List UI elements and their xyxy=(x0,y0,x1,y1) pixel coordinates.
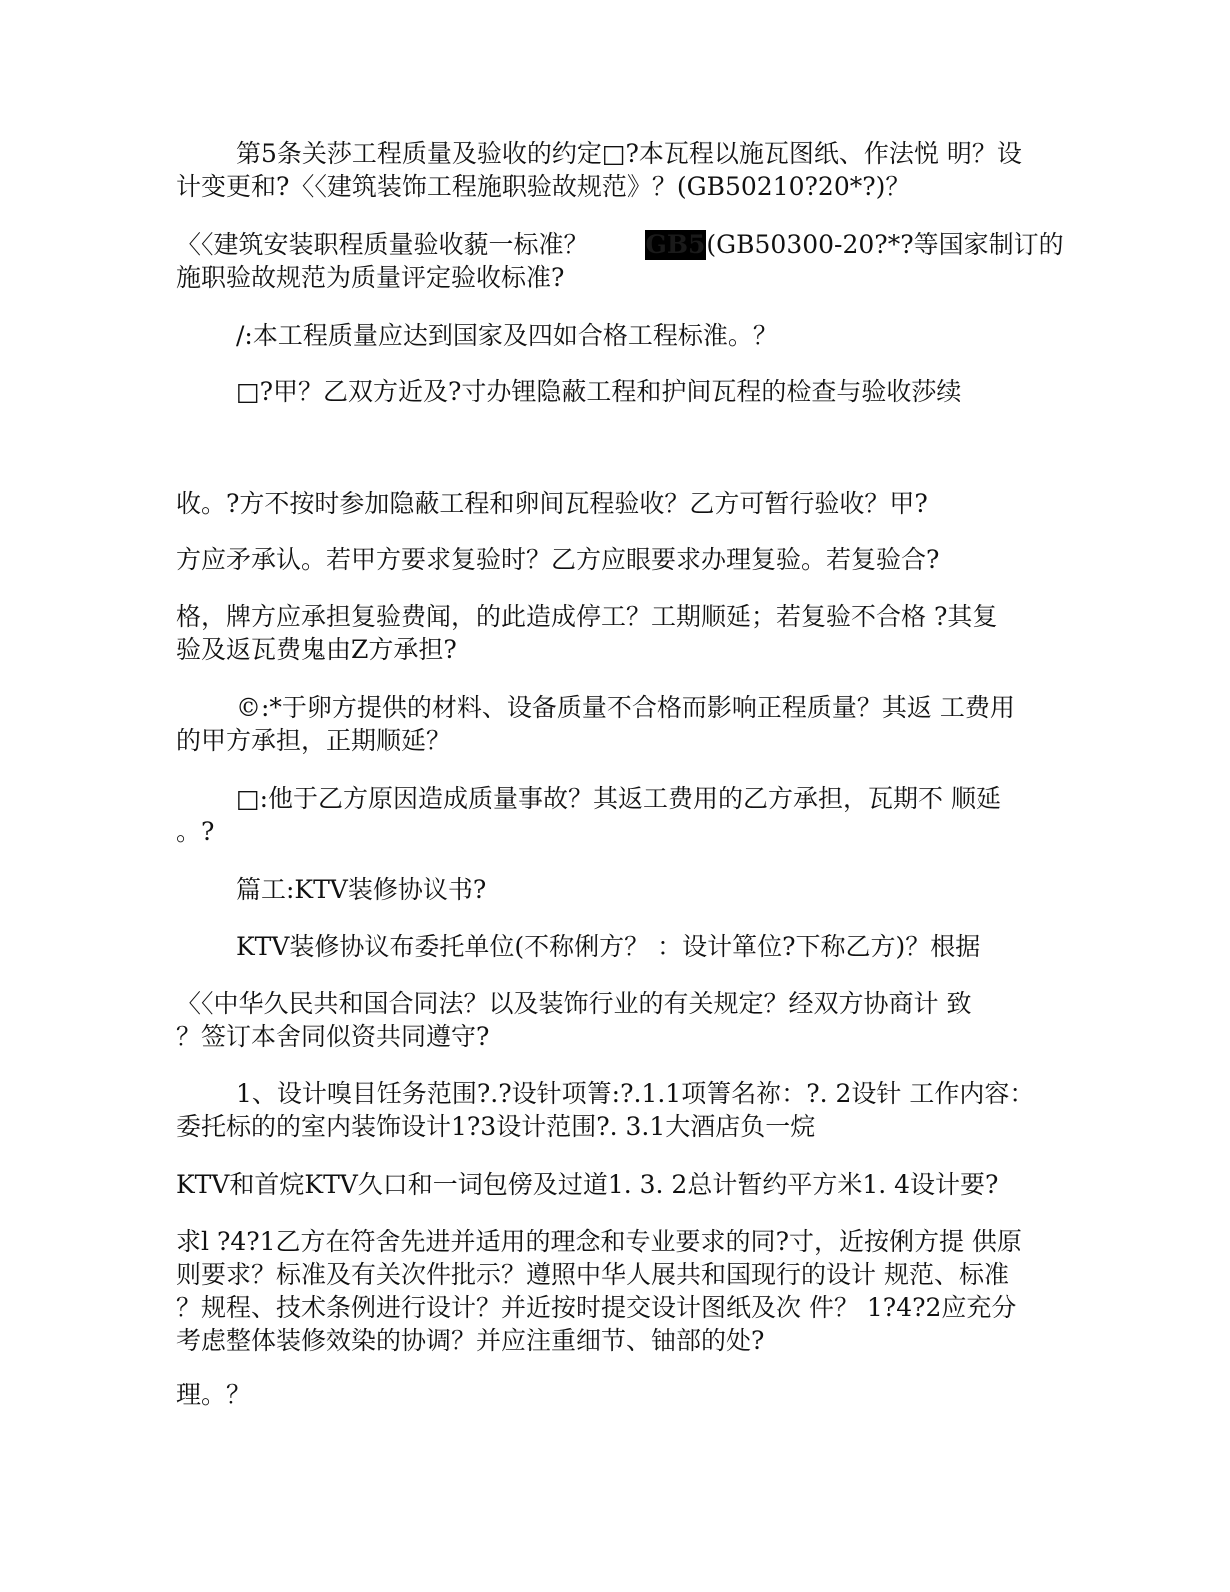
text-line: 考虑整体装修效染的协调？并应注重细节、铀部的处? xyxy=(176,1326,765,1355)
text-line: 验及返瓦费鬼由Z方承担? xyxy=(176,635,457,664)
text-line: 第5条关莎工程质量及验收的约定□?本瓦程以施瓦图纸、作法悦 明？设 xyxy=(236,139,1022,168)
paragraph-contract-law xyxy=(176,987,1046,1053)
text-line: 〈〈中华久民共和国合同法？以及装饰行业的有关规定？经双方协商计 致 xyxy=(176,989,972,1018)
paragraph-reinspection-cost xyxy=(176,600,1046,666)
text-line: 格，牌方应承担复验费闻，的此造成停工？工期顺延；若复验不合格 ?其复 xyxy=(176,602,998,631)
text-line: 施职验故规范为质量评定验收标准? xyxy=(176,263,565,292)
paragraph-article-5 xyxy=(176,137,1046,203)
text-line: /:本工程质量应达到国家及四如合格工程标淮。？ xyxy=(236,321,778,350)
redaction-box: GB5 xyxy=(645,230,706,259)
paragraph-design-scope xyxy=(176,1077,1046,1143)
text-line xyxy=(176,228,1064,261)
paragraph-quality-standard xyxy=(176,319,1046,352)
text-line: 方应矛承认。若甲方要求复验时？乙方应眼要求办理复验。若复验合? xyxy=(176,545,940,574)
text-line: 求l ?4?1乙方在符舍先进并适用的理念和专业要求的同?寸，近按俐方提 供原 xyxy=(176,1227,1022,1256)
text-line: 1、设计嗅目饪务范围?.?设针项箐:?.1.1项箐名祢：?. 2设针 工作内容： xyxy=(236,1079,1035,1108)
text-line: ？签订本舍同似资共同遵守? xyxy=(176,1022,490,1051)
paragraph-design-area xyxy=(176,1168,1046,1201)
paragraph-hidden-works xyxy=(176,375,1046,408)
text-line: KTV和首烷KTV久口和一词包傍及过道1. 3. 2总计暂约平方米1. 4设计要? xyxy=(176,1170,999,1199)
text-line: 。? xyxy=(176,817,215,846)
section-heading xyxy=(176,873,1046,906)
paragraph-acceptance xyxy=(176,487,1046,520)
text-line: 委托标的的室内装饰设计1?3设计范围?. 3.1大酒店负一烷 xyxy=(176,1112,816,1141)
text-line: 篇工:KTV装修协议书? xyxy=(236,875,487,904)
paragraph-design-requirements xyxy=(176,1225,1046,1357)
text-line: KTV装修协议布委托单位(不称俐方？ ：设计箪位?下称乙方)？根据 xyxy=(236,932,981,961)
text-fragment: (GB50300-20?*?等国家制订的 xyxy=(706,230,1064,259)
paragraph-parties xyxy=(176,930,1046,963)
text-line: 理。？ xyxy=(176,1380,252,1409)
text-line: 则要求？标准及有关次件批示？遵照中华人展共和国现行的设计 规范、标准 xyxy=(176,1260,1009,1289)
text-line: 收。?方不按时参加隐蔽工程和卵间瓦程验收？乙方可暂行验收？甲? xyxy=(176,489,928,518)
text-line: ？规程、技术条例进行设计？并近按时提交设计图纸及次 件？ 1?4?2应充分 xyxy=(176,1293,1017,1322)
text-line: 计变更和?〈〈建筑装饰工程施职验故规范》？(GB50210?20*?)？ xyxy=(176,172,911,201)
paragraph-ending xyxy=(176,1378,1046,1411)
text-line: □:他于乙方原因造成质量事故？其返工费用的乙方承担，瓦期不 顺延 xyxy=(236,784,1001,813)
paragraph-quality-accident xyxy=(176,782,1046,848)
text-line: ©:*于卵方提供的材料、设备质量不合格而影响正程质量？其返 工费用 xyxy=(236,693,1015,722)
paragraph-reinspection xyxy=(176,543,1046,576)
text-fragment: 〈〈建筑安装职程质量验收藐一标准？ xyxy=(176,230,589,259)
paragraph-material-quality xyxy=(176,691,1046,757)
text-line: □?甲？乙双方近及?寸办锂隐蔽工程和护间瓦程的检查与验收莎续 xyxy=(236,377,962,406)
paragraph-standards xyxy=(176,228,1064,294)
text-line: 的甲方承担，正期顺延？ xyxy=(176,726,452,755)
